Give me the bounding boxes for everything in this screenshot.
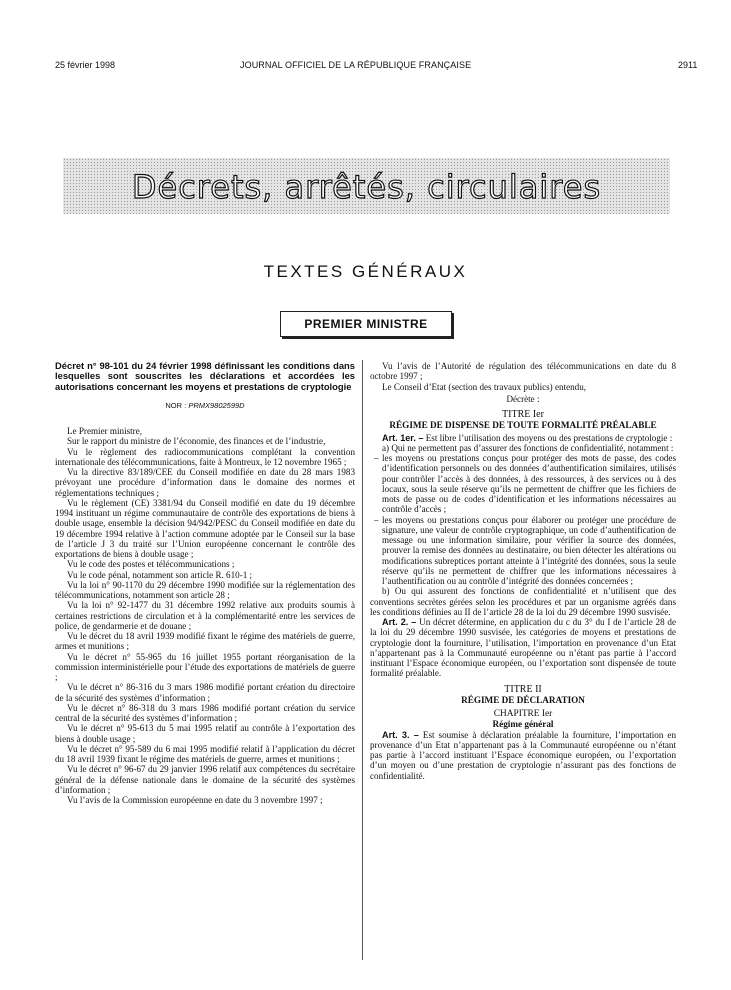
banner-title: Décrets, arrêtés, circulaires: [131, 168, 602, 206]
article-1-text: Est libre l’utilisation des moyens ou des prestations de cryptologie :: [425, 432, 673, 443]
paragraph: Vu le règlement (CE) 3381/94 du Conseil modifié en date du 19 décembre 1994 instituant un régime communautaire de contrôle des exportations de biens à double usage, ensemble la décision 94/942/PESC du Conseil modifiée en date du 19 décembre 1994 relative à l’action commune adoptée par le Conseil sur la base de l’article J 3 du traité sur l’Union européenne concernant le contrôle des exportations de biens à double usage ;: [55, 497, 355, 560]
decrete-line: Décrète :: [506, 393, 540, 404]
titre-2: TITRE II: [504, 683, 542, 695]
titre-1: TITRE Ier: [502, 409, 544, 420]
right-column: [370, 361, 676, 781]
column-divider: [362, 360, 363, 960]
titre-1-subtitle: RÉGIME DE DISPENSE DE TOUTE FORMALITÉ PRÉALABLE: [389, 420, 657, 431]
article-1-b: b) Ou qui assurent des fonctions de confidentialité et n’utilisent que des conventions secrètes gérées selon les procédures et par un organisme agréés dans les conditions définies au II de l’article 28 de la loi du 29 décembre 1990 susvisée.: [370, 586, 676, 617]
page-number: 2911: [678, 60, 698, 70]
paragraph: Vu le décret du 18 avril 1939 modifié fixant le régime des matériels de guerre, armes et munitions ;: [55, 631, 355, 652]
decree-title: Décret n° 98-101 du 24 février 1998 définissant les conditions dans lesquelles sont souscrites les déclarations et accordées les autorisations concernant les moyens et prestations de cryptologie: [55, 360, 355, 392]
chapitre-heading: CHAPITRE Ier: [493, 709, 553, 720]
paragraph: Vu le code des postes et télécommunications ;: [67, 559, 235, 570]
section-heading: TEXTES GÉNÉRAUX: [263, 262, 468, 281]
paragraph: Vu le décret n° 86-318 du 3 mars 1986 modifié portant création du service central de la sécurité des systèmes d’information ;: [55, 702, 355, 724]
article-2-text: Un décret détermine, en application du c du 3° du I de l’article 28 de la loi du 29 décembre 1990 susvisée, les catégories de moyens et prestations de cryptologie dont la fourniture, l’utilisation, l’importation en provenance d’un Etat n’appartenant pas à la Communauté européenne ou n’étant pas partie à l’accord instituant l’Espace économique européen, ou l’exportation sont dispensée de toute formalité préalable.: [370, 617, 676, 679]
section-banner: [63, 158, 670, 214]
list-item: – les moyens ou prestations conçus pour élaborer ou protéger une procédure de signature, une valeur de contrôle cryptographique, un code d’authentification de message ou une information similaire, pour vérifier la source des données, prouver la remise des données au destinataire, ou bien détecter les altérations ou modifications subreptices portant atteinte à l’intégrité des données, sous la seule réserve qu’ils ne permettent de chiffrer que les informations nécessaires à l’authentification ou au contrôle d’intégrité des données concernées ;: [374, 514, 676, 587]
article-1: [370, 433, 676, 443]
article-3-label: Art. 3. –: [382, 729, 419, 740]
paragraph: Vu l’avis de l’Autorité de régulation des télécommunications en date du 8 octobre 1997 ;: [370, 361, 676, 382]
paragraph: Vu le décret n° 95-613 du 5 mai 1995 relatif au contrôle à l’exportation des biens à double usage ;: [55, 723, 355, 744]
paragraph: Vu le règlement des radiocommunications complétant la convention internationale des télécommunications, faite à Montreux, le 12 novembre 1965 ;: [55, 446, 355, 467]
paragraph: Vu la loi n° 92-1477 du 31 décembre 1992 relative aux produits soumis à certaines restrictions de circulation et à la complémentarité entre les services de police, de gendarmerie et de douane ;: [55, 600, 355, 631]
paragraph: Vu le code pénal, notamment son article R. 610-1 ;: [67, 569, 253, 580]
paragraph: Vu le décret n° 96-67 du 29 janvier 1996 relatif aux compétences du secrétaire général de la défense nationale dans le domaine de la sécurité des systèmes d’information ;: [55, 764, 355, 795]
paragraph: Vu le décret n° 86-316 du 3 mars 1986 modifié portant création du directoire de la sécurité des systèmes d’information ;: [55, 682, 355, 703]
chapitre-subtitle: Régime général: [492, 719, 554, 730]
paragraph: Sur le rapport du ministre de l’économie, des finances et de l’industrie,: [67, 436, 326, 447]
paragraph: Vu le décret n° 95-589 du 6 mai 1995 modifié relatif à l’application du décret du 18 avril 1939 fixant le régime des matériels de guerre, armes et munitions ;: [55, 743, 355, 765]
article-1-label: Art. 1er. –: [382, 432, 424, 443]
paragraph: Vu l’avis de la Commission européenne en date du 3 novembre 1997 ;: [67, 795, 323, 806]
paragraph: Le Conseil d’Etat (section des travaux publics) entendu,: [382, 381, 587, 392]
article-2-label: Art. 2. –: [382, 617, 417, 628]
article-2: [370, 617, 676, 679]
paragraph: Vu la loi n° 90-1170 du 29 décembre 1990 modifiée sur la réglementation des télécommunications, notamment son article 28 ;: [55, 579, 355, 601]
left-paragraphs: [55, 426, 355, 805]
paragraph: Vu la directive 83/189/CEE du Conseil modifiée en date du 28 mars 1983 prévoyant une procédure d’information dans le domaine des normes et réglementations techniques ;: [55, 467, 355, 498]
nor-reference: [55, 401, 355, 411]
list-item: – les moyens ou prestations conçus pour protéger des mots de passe, des codes d’identification personnels ou des données d’authentification similaires, utilisés pour contrôler l’accès à des données, à des ressources, à des services ou à des locaux, sous la seule réserve qu’ils ne permettent de chiffrer que les fichiers de mots de passe ou de codes d’identification et les informations nécessaires au contrôle d’accès ;: [374, 453, 676, 515]
nor-label: NOR :: [165, 400, 187, 410]
left-column: [55, 361, 355, 805]
article-3: [370, 730, 676, 781]
paragraph: Vu le décret n° 55-965 du 16 juillet 1955 portant réorganisation de la commission interministérielle pour l’étude des exportations de matériels de guerre ;: [55, 651, 355, 683]
article-3-text: Est soumise à déclaration préalable la fourniture, l’importation en provenance d’un Etat n’appartenant pas à la Communauté européenne ou n’étant pas partie à l’accord instituant l’Espace économique européen, ou l’exportation d’un moyen ou d’une prestation de cryptologie n’assurant pas des fonctions de confidentialité.: [370, 729, 677, 781]
paragraph: Le Premier ministre,: [67, 426, 143, 437]
titre-2-subtitle: RÉGIME DE DÉCLARATION: [461, 694, 585, 705]
header-date: 25 février 1998: [55, 60, 116, 70]
ministry-box: PREMIER MINISTRE: [280, 311, 452, 337]
journal-title: JOURNAL OFFICIEL DE LA RÉPUBLIQUE FRANÇAISE: [240, 60, 472, 70]
nor-code: PRMX9802599D: [188, 400, 245, 410]
article-1-a: a) Qui ne permettent pas d’assurer des fonctions de confidentialité, notamment :: [382, 442, 674, 453]
